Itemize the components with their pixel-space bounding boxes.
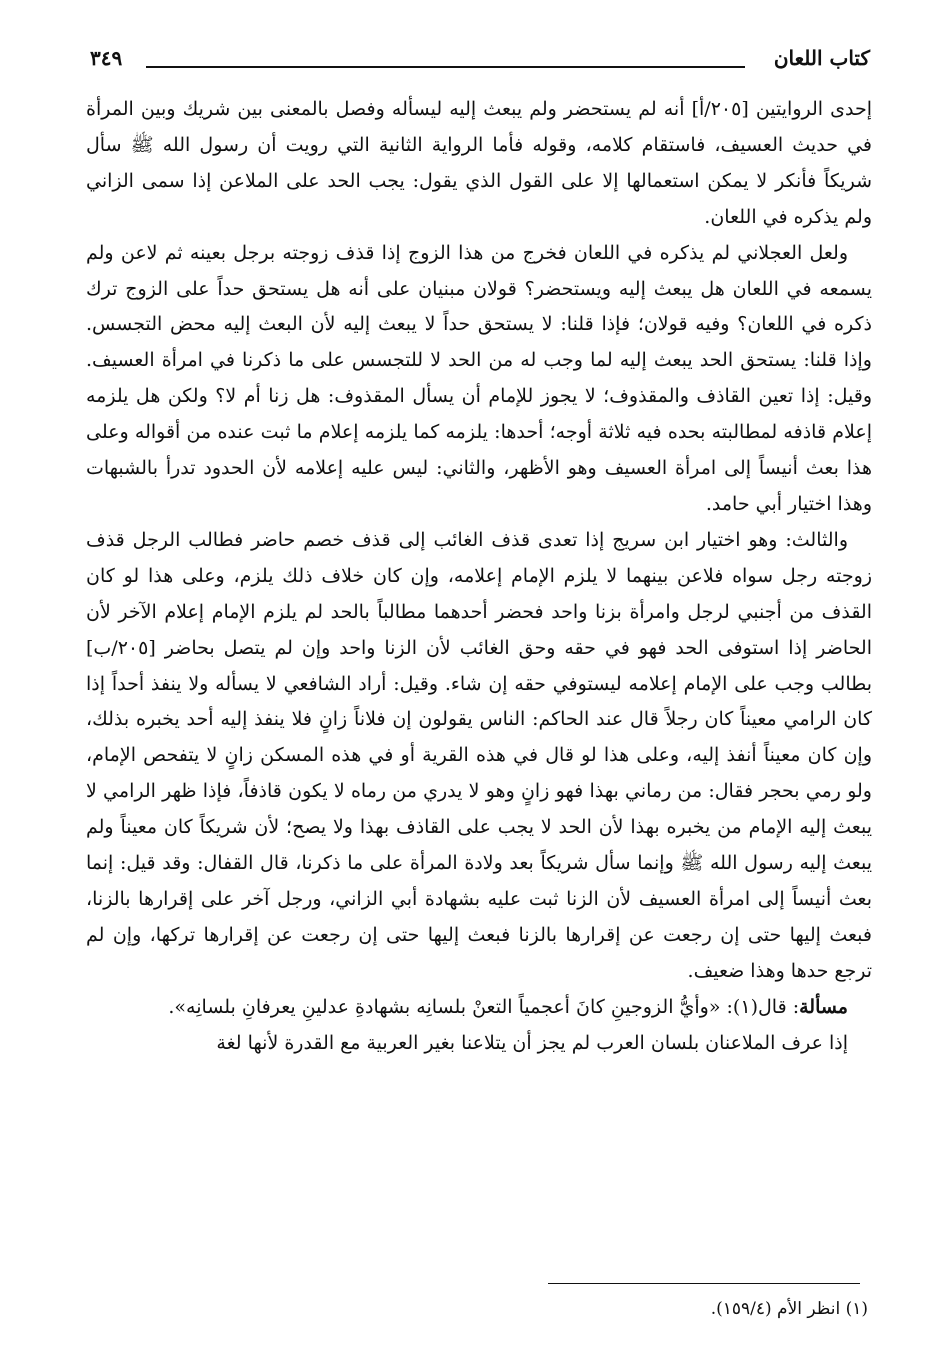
- paragraph-2: ولعل العجلاني لم يذكره في اللعان فخرج من هذا الزوج إذا قذف زوجته برجل بعينه ثم لاعن ولم يسمعه في اللعان هل يبعث إليه ويستحضر؟ قولان مبنيان على أنه هل يستحق حداً على الزوج ترك ذكره في اللعان؟ وفيه قولان؛ فإذا قلنا: لا يستحق حداً لا يبعث إليه لأن البعث إليه محض التجسس. وإذا قلنا: يستحق الحد يبعث إليه لما وجب له من الحد لا للتجسس على ما ذكرنا في امرأة العسيف. وقيل: إذا تعين القاذف والمقذوف؛ لا يجوز للإمام أن يسأل المقذوف: هل زنا أم لا؟ ولكن هل يلزمه إعلام قاذفه لمطالبته بحده فيه ثلاثة أوجه؛ أحدها: يلزمه كما يلزمه إعلام ما ثبت عنده من أقواله وعلى هذا بعث أنيساً إلى امرأة العسيف وهو الأظهر، والثاني: ليس عليه إعلامه لأن الحدود تدرأ بالشبهات وهذا اختيار أبي حامد.: [86, 241, 872, 515]
- masala-paragraph: [86, 990, 872, 1026]
- header-rule: [146, 66, 745, 68]
- paragraph-1: إحدى الروايتين [٢٠٥/أ] أنه لم يستحضر ولم يبعث إليه ليسأله وفصل بالمعنى بين شريك وبين المرأة في حديث العسيف، فاستقام كلامه، وقوله فأما الرواية الثانية التي رويت أن رسول الله ﷺ سأل شريكاً فأنكر لا يمكن استعمالها إلا على القول الذي يقول: يجب الحد على الملاعن إذا سمى الزاني ولم يذكره في اللعان.: [86, 98, 873, 228]
- footnote-rule: [548, 1283, 860, 1284]
- masala-text: : قال(١): «وأيُّ الزوجينِ كانَ أعجمياً التعنْ بلسانِه بشهادةِ عدلينِ يعرفانِ بلسانِه».: [168, 995, 800, 1018]
- page-number: ٣٤٩: [90, 46, 123, 70]
- running-header: [90, 44, 870, 80]
- paragraph-last: إذا عرف الملاعنان بلسان العرب لم يجز أن يتلاعنا بغير العربية مع القدرة لأنها لغة: [216, 1031, 848, 1054]
- paragraph-3: والثالث: وهو اختيار ابن سريج إذا تعدى قذف الغائب إلى قذف خصم حاضر فطالب الرجل قذف زوجته رجل سواه فلاعن بينهما لا يلزم الإمام إعلامه، وإن كان خلاف ذلك يلزم، وعلى هذا لو كان القذف من أجنبي لرجل وامرأة بزنا واحد فحضر أحدهما مطالباً بالحد لم يلزم الإمام إعلام الآخر لأن الحاضر إذا استوفى الحد فهو في حقه وحق الغائب لأن الزنا واحد وإن لم يتصل بحاضر [٢٠٥/ب] بطالب وجب على الإمام إعلامه ليستوفي حقه إن شاء. وقيل: أراد الشافعي لا يسأله ولا ينفذ أحداً إذا كان الرامي معيناً كان رجلاً قال عند الحاكم: الناس يقولون إن فلاناً زانٍ فلا ينفذ إليه أحد يخبره بذلك، وإن كان معيناً أنفذ إليه، وعلى هذا لو قال في هذه القرية أو في هذه المسكن زانٍ لا يتفحص الإمام، ولو رمي بحجر فقال: من رماني بهذا فهو زانٍ وهو لا يدري من رماه لا يكون قاذفاً، فإذا ظهر الرامي لا يبعث إليه الإمام من يخبره بهذا لأن الحد لا يجب على القاذف بهذا ولا يصح؛ لأن شريكاً كان معيناً ولم يبعث إليه رسول الله ﷺ وإنما سأل شريكاً بعد ولادة المرأة على ما ذكرنا، قال القفال: وقد قيل: إنما بعث أنيساً إلى امرأة العسيف لأن الزنا ثبت عليه بشهادة أبي الزاني، ورجل آخر على إقرارها بالزنا، فبعث إليها حتى إن رجعت عن إقرارها بالزنا فبعث إليها حتى إن رجعت عن إقرارها تركها، وإن لم ترجع حدها وهذا ضعيف.: [86, 528, 872, 982]
- main-text: [86, 92, 872, 1061]
- footnote: (١) انظر الأم (١٥٩/٤).: [710, 1299, 868, 1319]
- chapter-title: كتاب اللعان: [773, 46, 870, 70]
- masala-label: مسألة: [799, 995, 848, 1018]
